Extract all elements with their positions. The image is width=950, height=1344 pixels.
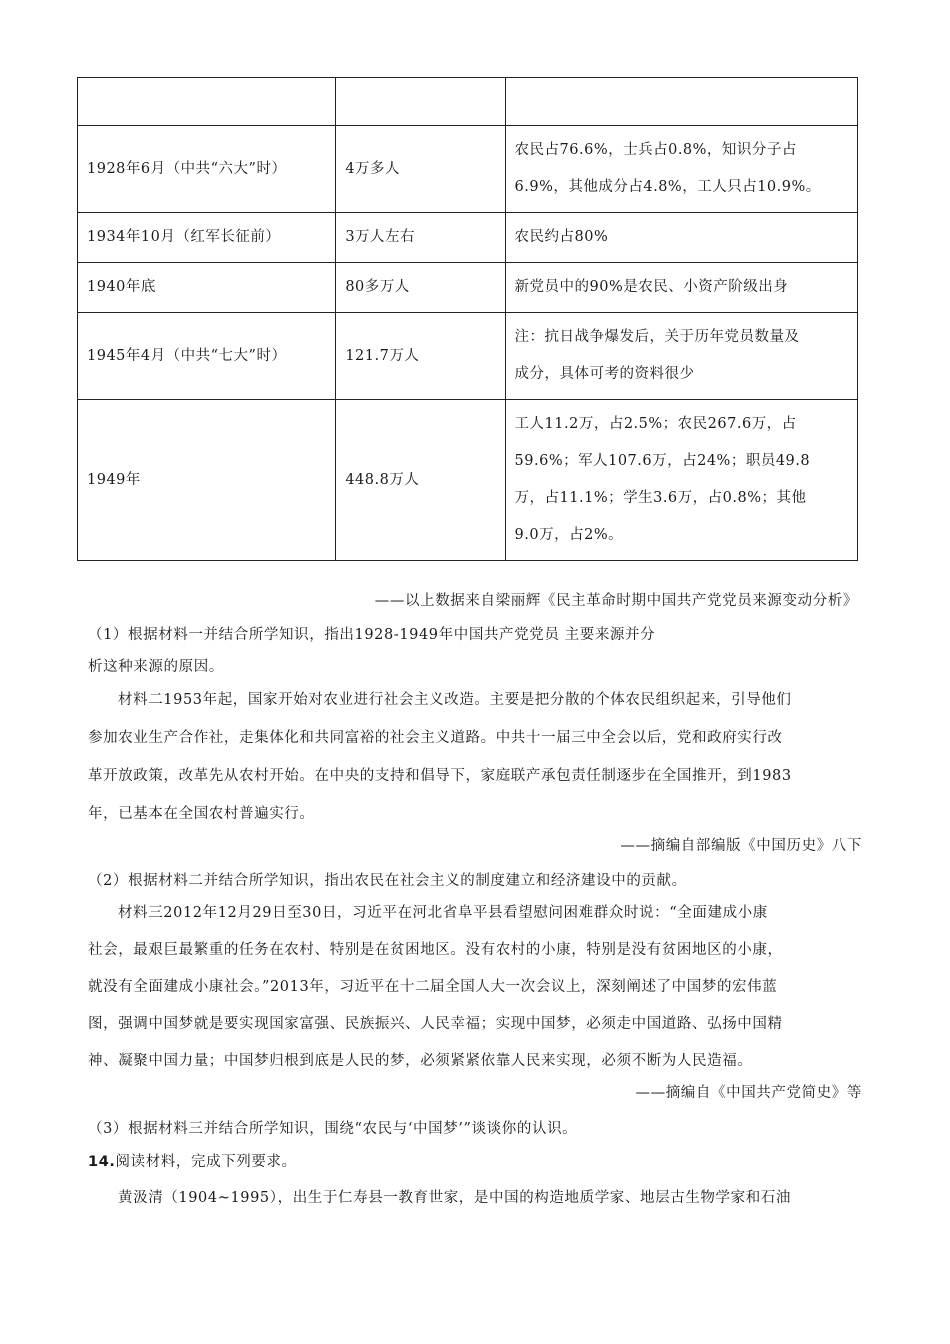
table-cell-count: 3万人左右 xyxy=(336,213,505,263)
table-cell-composition xyxy=(505,263,857,313)
table-row xyxy=(78,263,858,313)
question-14-number: 14. xyxy=(88,1154,116,1170)
material-2-line: 革开放政策，改革先从农村开始。在中央的支持和倡导下，家庭联产承包责任制逐步在全国推开，到1983 xyxy=(88,768,792,784)
source-citation-3: ——摘编自《中国共产党简史》等 xyxy=(635,1085,862,1101)
composition-line: 新党员中的90%是农民、小资产阶级出身 xyxy=(514,279,789,295)
material-3-line: 图，强调中国梦就是要实现国家富强、民族振兴、人民幸福；实现中国梦，必须走中国道路、弘扬中国精 xyxy=(88,1016,783,1032)
composition-line: 万，占11.1%；学生3.6万，占0.8%；其他 xyxy=(514,490,807,506)
table-cell-count: 80多万人 xyxy=(336,263,505,313)
table-cell-period: 1940年底 xyxy=(78,263,336,313)
table-cell-composition xyxy=(505,126,857,213)
question-14-line1: 黄汲清（1904~1995），出生于仁寿县一教育世家，是中国的构造地质学家、地层古生物学家和石油 xyxy=(118,1190,791,1206)
material-2-line: 材料二1953年起，国家开始对农业进行社会主义改造。主要是把分散的个体农民组织起来，引导他们 xyxy=(118,692,792,708)
material-3-line: 社会，最艰巨最繁重的任务在农村、特别是在贫困地区。没有农村的小康，特别是没有贫困地区的小康， xyxy=(88,942,783,958)
table-row xyxy=(78,126,858,213)
composition-line: 注：抗日战争爆发后，关于历年党员数量及 xyxy=(514,329,800,345)
question-14-heading xyxy=(88,1152,297,1172)
composition-line: 成分，具体可考的资料很少 xyxy=(514,366,695,382)
source-citation-2: ——摘编自部编版《中国历史》八下 xyxy=(620,838,862,854)
composition-line: 农民占76.6%，士兵占0.8%，知识分子占 xyxy=(514,142,797,158)
material-3-line: 神、凝聚中国力量；中国梦归根到底是人民的梦，必须紧紧依靠人民来实现，必须不断为人民造福。 xyxy=(88,1053,753,1069)
party-membership-table xyxy=(77,77,858,561)
composition-line: 6.9%，其他成分占4.8%，工人只占10.9%。 xyxy=(514,179,821,195)
table-cell-period: 1928年6月（中共“六大”时） xyxy=(78,126,336,213)
question-1-line2: 析这种来源的原因。 xyxy=(88,659,224,675)
table-row xyxy=(78,213,858,263)
table-cell-count xyxy=(336,78,505,126)
table-cell-period: 1949年 xyxy=(78,400,336,561)
question-3: （3）根据材料三并结合所学知识，围绕“农民与‘中国梦’”谈谈你的认识。 xyxy=(88,1121,578,1137)
material-3-line: 材料三2012年12月29日至30日，习近平在河北省阜平县看望慰问困难群众时说：“全面建成小康 xyxy=(118,905,768,921)
composition-line: 农民约占80% xyxy=(514,229,609,245)
table-cell-count: 4万多人 xyxy=(336,126,505,213)
table-cell-composition xyxy=(505,400,857,561)
question-1-line1: （1）根据材料一并结合所学知识，指出1928-1949年中国共产党党员 主要来源并分 xyxy=(88,627,656,643)
material-3-line: 就没有全面建成小康社会。”2013年，习近平在十二届全国人大一次会议上，深刻阐述了中国梦的宏伟蓝 xyxy=(88,979,778,995)
table-cell-composition xyxy=(505,313,857,400)
table-row xyxy=(78,78,858,126)
table-cell-period: 1934年10月（红军长征前） xyxy=(78,213,336,263)
table-cell-composition xyxy=(505,78,857,126)
table-cell-count: 448.8万人 xyxy=(336,400,505,561)
composition-line: 工人11.2万，占2.5%；农民267.6万，占 xyxy=(514,416,797,432)
composition-line: 9.0万，占2%。 xyxy=(514,527,624,543)
composition-line: 59.6%；军人107.6万，占24%；职员49.8 xyxy=(514,453,811,469)
table-cell-period: 1945年4月（中共“七大”时） xyxy=(78,313,336,400)
table-cell-composition xyxy=(505,213,857,263)
table-cell-period xyxy=(78,78,336,126)
material-2-line: 参加农业生产合作社，走集体化和共同富裕的社会主义道路。中共十一届三中全会以后，党和政府实行改 xyxy=(88,730,783,746)
table-row xyxy=(78,400,858,561)
table-row xyxy=(78,313,858,400)
table-cell-count: 121.7万人 xyxy=(336,313,505,400)
question-2: （2）根据材料二并结合所学知识，指出农民在社会主义的制度建立和经济建设中的贡献。 xyxy=(88,873,687,889)
question-14-title: 阅读材料，完成下列要求。 xyxy=(115,1154,297,1170)
material-2-line: 年，已基本在全国农村普遍实行。 xyxy=(88,806,315,822)
source-citation-1: ——以上数据来自梁丽辉《民主革命时期中国共产党党员来源变动分析》 xyxy=(374,593,858,609)
